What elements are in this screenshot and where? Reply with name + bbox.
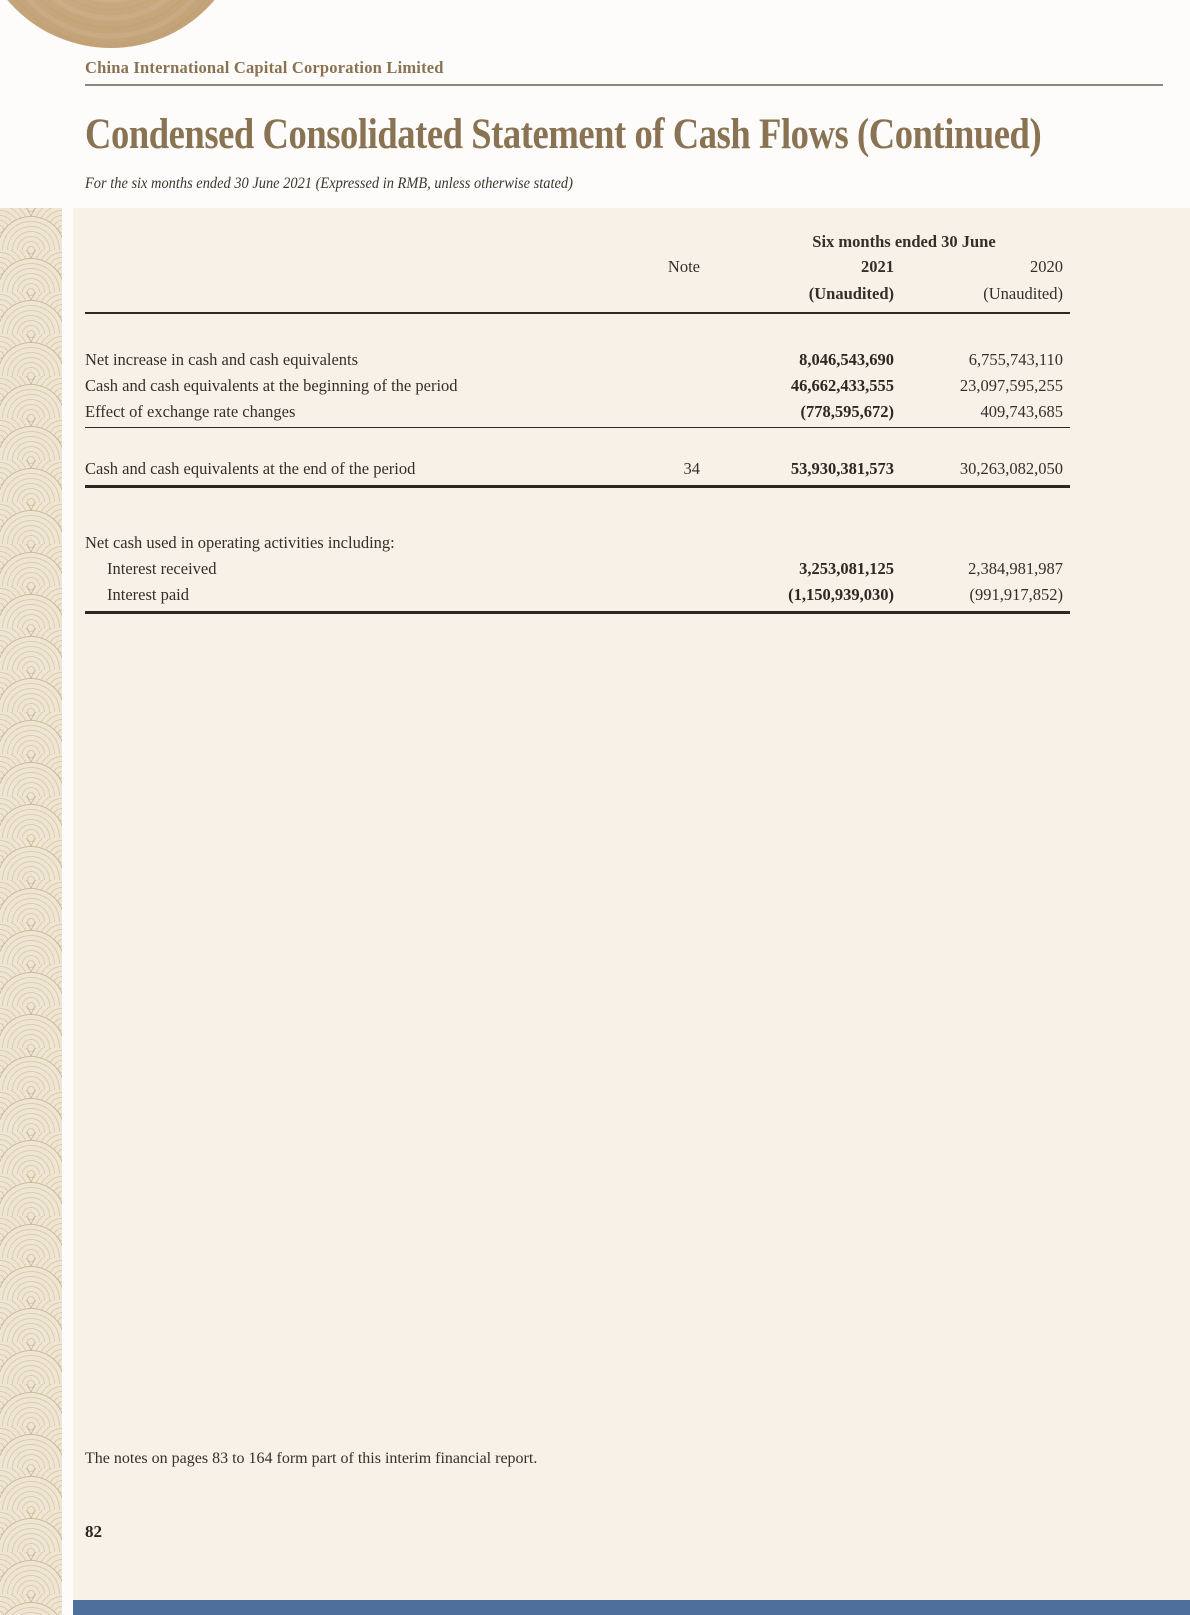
page-title: Condensed Consolidated Statement of Cash Flows (Continued) xyxy=(85,111,1042,158)
row-label: Cash and cash equivalents at the end of the period xyxy=(85,459,416,479)
table-row xyxy=(85,582,1070,608)
row-value-2020: 2,384,981,987 xyxy=(968,559,1063,579)
table-row xyxy=(85,530,1070,556)
footer-accent-bar xyxy=(73,1600,1190,1615)
row-value-2021: 46,662,433,555 xyxy=(790,376,894,396)
row-value-2020: (991,917,852) xyxy=(969,585,1063,605)
table-rule xyxy=(85,427,1070,428)
row-label: Cash and cash equivalents at the beginning of the period xyxy=(85,376,458,396)
cash-flow-table xyxy=(85,230,1070,614)
table-rule xyxy=(85,611,1070,614)
table-row xyxy=(85,556,1070,582)
row-value-2020: 30,263,082,050 xyxy=(959,459,1063,479)
table-body xyxy=(85,347,1070,613)
seigaiha-pattern-sidebar xyxy=(0,208,62,1615)
year-2020-header: 2020 xyxy=(1030,257,1063,276)
table-rule xyxy=(85,485,1070,488)
page-subtitle: For the six months ended 30 June 2021 (Expressed in RMB, unless otherwise stated) xyxy=(85,175,573,192)
row-value-2021: (778,595,672) xyxy=(800,402,894,422)
row-label: Net increase in cash and cash equivalents xyxy=(85,350,359,370)
row-value-2021: 8,046,543,690 xyxy=(799,350,894,370)
row-label: Net cash used in operating activities including: xyxy=(85,533,395,553)
row-value-2021: (1,150,939,030) xyxy=(788,585,894,605)
company-name: China International Capital Corporation Limited xyxy=(85,58,444,77)
unaudited-2021-label: (Unaudited) xyxy=(808,284,894,303)
table-row xyxy=(85,347,1070,373)
company-logo-icon xyxy=(0,0,247,48)
row-label: Interest paid xyxy=(107,585,190,605)
table-row xyxy=(85,399,1070,425)
year-2021-header: 2021 xyxy=(861,257,894,276)
row-label: Effect of exchange rate changes xyxy=(85,402,296,422)
period-header-row xyxy=(85,230,1070,253)
header-divider xyxy=(85,84,1163,86)
unaudited-header-row xyxy=(85,280,1070,307)
row-note: 34 xyxy=(683,459,700,479)
unaudited-2020-label: (Unaudited) xyxy=(983,284,1063,303)
row-label: Interest received xyxy=(107,559,217,579)
period-header: Six months ended 30 June xyxy=(812,232,996,251)
table-row xyxy=(85,373,1070,399)
year-header-row xyxy=(85,253,1070,280)
note-column-header: Note xyxy=(667,257,700,276)
row-value-2021: 3,253,081,125 xyxy=(799,559,894,579)
row-value-2021: 53,930,381,573 xyxy=(790,459,894,479)
table-header-rule xyxy=(85,312,1070,314)
row-value-2020: 23,097,595,255 xyxy=(959,376,1063,396)
notes-reference: The notes on pages 83 to 164 form part of this interim financial report. xyxy=(85,1450,538,1467)
row-value-2020: 6,755,743,110 xyxy=(968,350,1063,370)
row-value-2020: 409,743,685 xyxy=(980,402,1063,422)
page-number: 82 xyxy=(85,1522,102,1541)
table-row xyxy=(85,456,1070,482)
